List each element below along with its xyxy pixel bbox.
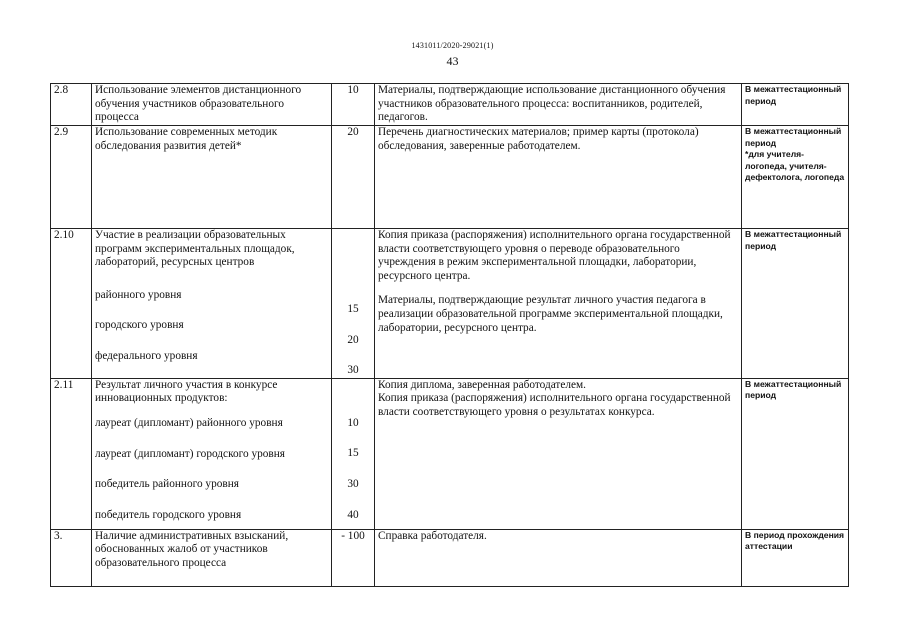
level-score: 15 xyxy=(347,303,359,315)
period-text: В межаттестационный период xyxy=(745,126,842,148)
level-score: 15 xyxy=(347,447,359,460)
level-label: лауреат (дипломант) районного уровня xyxy=(95,416,283,429)
criterion-name xyxy=(92,378,332,529)
criterion-name: Использование элементов дистанционного обучения участников образовательного процесса xyxy=(92,84,332,126)
row-number: 2.10 xyxy=(51,229,92,379)
criterion-title: Результат личного участия в конкурсе инновационных продуктов: xyxy=(95,378,278,405)
row-number: 3. xyxy=(51,529,92,586)
docs-materials: Материалы, подтверждающие результат личного участия педагога в реализации образовательной программе экспериментальной площадки, лаборатории, ресурсного центра. xyxy=(378,294,723,334)
assessment-period: В межаттестационный период xyxy=(742,229,849,379)
supporting-documents xyxy=(375,378,742,529)
assessment-period xyxy=(742,126,849,229)
page-number: 43 xyxy=(446,54,459,68)
criterion-title: Участие в реализации образовательных программ экспериментальных площадок, лабораторий, ресурсных центров xyxy=(95,229,295,269)
assessment-period: В межаттестационный период xyxy=(742,378,849,529)
docs-order: Копия приказа (распоряжения) исполнительного органа государственной власти соответствующего уровня о переводе образовательного учреждения в режим экспериментальной площадки, лаборатории, ресурсного центра. xyxy=(378,229,731,282)
row-number: 2.8 xyxy=(51,84,92,126)
criterion-score: 10 xyxy=(332,84,375,126)
table-row xyxy=(51,84,849,126)
supporting-documents xyxy=(375,229,742,379)
criterion-score xyxy=(332,229,375,379)
table-row xyxy=(51,229,849,379)
level-score: 30 xyxy=(347,477,359,490)
level-label: городского уровня xyxy=(95,319,184,332)
criterion-score xyxy=(332,378,375,529)
level-label: федерального уровня xyxy=(95,349,198,362)
level-label: лауреат (дипломант) городского уровня xyxy=(95,447,285,460)
level-label: победитель городского уровня xyxy=(95,508,242,521)
docs-order: Копия приказа (распоряжения) исполнительного органа государственной власти соответствующего уровня о результатах конкурса. xyxy=(378,392,731,418)
docs-diploma: Копия диплома, заверенная работодателем. xyxy=(378,378,586,391)
supporting-documents: Перечень диагностических материалов; пример карты (протокола) обследования, заверенные работодателем. xyxy=(375,126,742,229)
criteria-table xyxy=(50,83,849,587)
criterion-name: Наличие административных взысканий, обоснованных жалоб от участников образовательного процесса xyxy=(92,529,332,586)
supporting-documents: Справка работодателя. xyxy=(375,529,742,586)
criterion-name: Использование современных методик обследования развития детей* xyxy=(92,126,332,229)
document-code: 1431011/2020-29021(1) xyxy=(411,41,494,50)
level-score: 20 xyxy=(347,333,359,346)
assessment-period: В период прохождения аттестации xyxy=(742,529,849,586)
criterion-score: 20 xyxy=(332,126,375,229)
table-row xyxy=(51,529,849,586)
period-note: *для учителя-логопеда, учителя-дефектолога, логопеда xyxy=(745,149,845,183)
level-score: 10 xyxy=(347,416,359,429)
table-row xyxy=(51,378,849,529)
assessment-period: В межаттестационный период xyxy=(742,84,849,126)
level-label: районного уровня xyxy=(95,288,182,301)
criterion-score: - 100 xyxy=(332,529,375,586)
row-number: 2.9 xyxy=(51,126,92,229)
level-label: победитель районного уровня xyxy=(95,478,239,491)
level-score: 30 xyxy=(347,364,359,377)
table-row xyxy=(51,126,849,229)
level-score: 40 xyxy=(347,508,359,521)
row-number: 2.11 xyxy=(51,378,92,529)
criterion-name xyxy=(92,229,332,379)
supporting-documents: Материалы, подтверждающие использование дистанционного обучения участников образовательного процесса: воспитанников, родителей, педагогов. xyxy=(375,84,742,126)
